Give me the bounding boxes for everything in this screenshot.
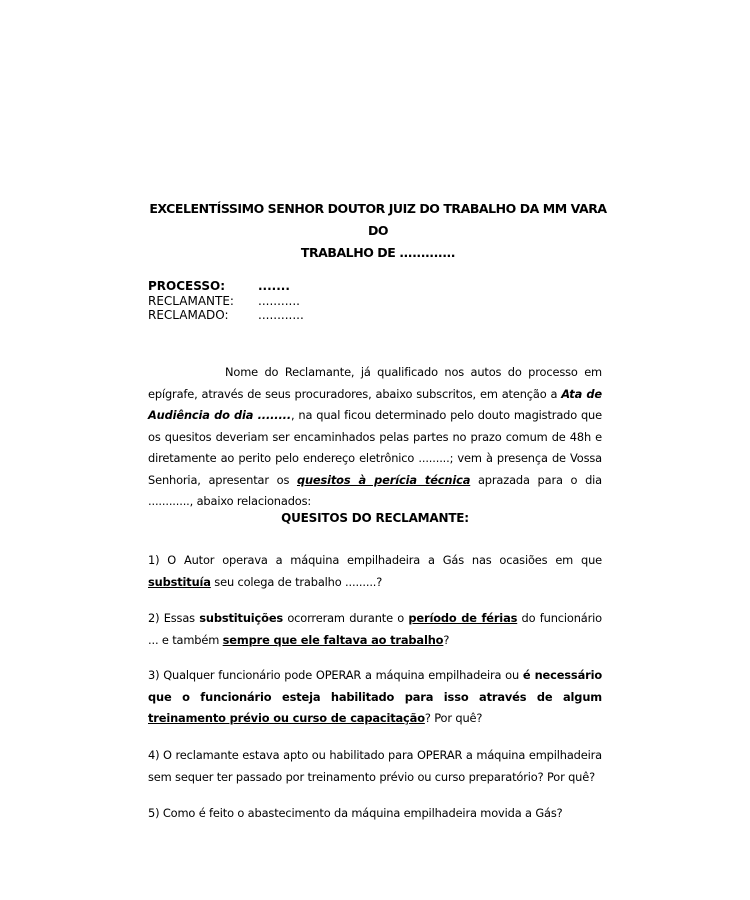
q1-text-1: 1) O Autor operava a máquina empilhadeira a Gás nas ocasiões em que: [148, 553, 602, 567]
intro-quesitos-pericia: quesitos à perícia técnica: [296, 472, 471, 487]
q2-text-5: do funcionário ... e também: [148, 611, 602, 647]
processo-row: [148, 279, 304, 294]
title-line-1: EXCELENTÍSSIMO SENHOR DOUTOR JUIZ DO TRABALHO DA MM VARA DO: [149, 201, 607, 238]
reclamante-label: RECLAMANTE:: [148, 293, 234, 308]
q3-text-1: 3) Qualquer funcionário pode OPERAR a máquina empilhadeira ou: [148, 668, 523, 682]
intro-text-5: aprazada para o dia ............, abaixo relacionados:: [148, 472, 603, 508]
question-1: [148, 550, 602, 593]
q3-habilitado: é necessário que o funcionário esteja habilitado para isso através de algum: [148, 668, 602, 704]
q2-periodo-ferias: período de férias: [408, 611, 518, 625]
q3-treinamento: treinamento prévio ou curso de capacitação: [148, 711, 425, 725]
document-title: [148, 198, 608, 264]
q2-substituicoes: substituições: [199, 611, 284, 625]
q2-text-1: 2) Essas: [148, 611, 200, 625]
section-heading: QUESITOS DO RECLAMANTE:: [281, 511, 469, 525]
reclamante-value: ...........: [258, 293, 300, 308]
case-info: [148, 279, 304, 323]
question-4: 4) O reclamante estava apto ou habilitado para OPERAR a máquina empilhadeira sem sequer ter passado por treinamento prévio ou curso preparatório? Por quê?: [148, 748, 602, 784]
reclamado-value: ............: [258, 308, 304, 322]
reclamado-label: RECLAMADO:: [148, 308, 229, 322]
processo-value: .......: [258, 279, 290, 293]
question-2: [148, 608, 602, 651]
intro-text-1: Nome do Reclamante, já qualificado nos autos do processo em epígrafe, através de seus procuradores, abaixo subscritos, em atenção a: [148, 365, 602, 401]
intro-text-3: , na qual ficou determinado pelo douto magistrado que os quesitos deveriam ser encaminhados pelas partes no prazo comum de 48h e diretamente ao perito pelo endereço eletrônico .........; vem à presença de Vossa Senhoria, apresentar os: [148, 408, 602, 487]
q2-text-3: ocorreram durante o: [283, 611, 409, 625]
reclamante-row: [148, 294, 304, 309]
question-3: [148, 665, 602, 730]
q1-text-3: seu colega de trabalho .........?: [210, 574, 383, 589]
intro-ata-audiencia: Ata de Audiência do dia ........: [148, 386, 602, 422]
question-5: 5) Como é feito o abastecimento da máquina empilhadeira movida a Gás?: [148, 806, 563, 820]
q2-faltava-trabalho: sempre que ele faltava ao trabalho: [222, 632, 444, 647]
processo-label: PROCESSO:: [148, 279, 225, 293]
q1-substituia: substituía: [148, 574, 211, 589]
q3-text-4: ? Por quê?: [424, 711, 483, 725]
reclamado-row: [148, 308, 304, 323]
title-line-2: TRABALHO DE .............: [300, 245, 456, 260]
intro-paragraph: [148, 362, 602, 513]
q2-text-7: ?: [443, 632, 450, 647]
